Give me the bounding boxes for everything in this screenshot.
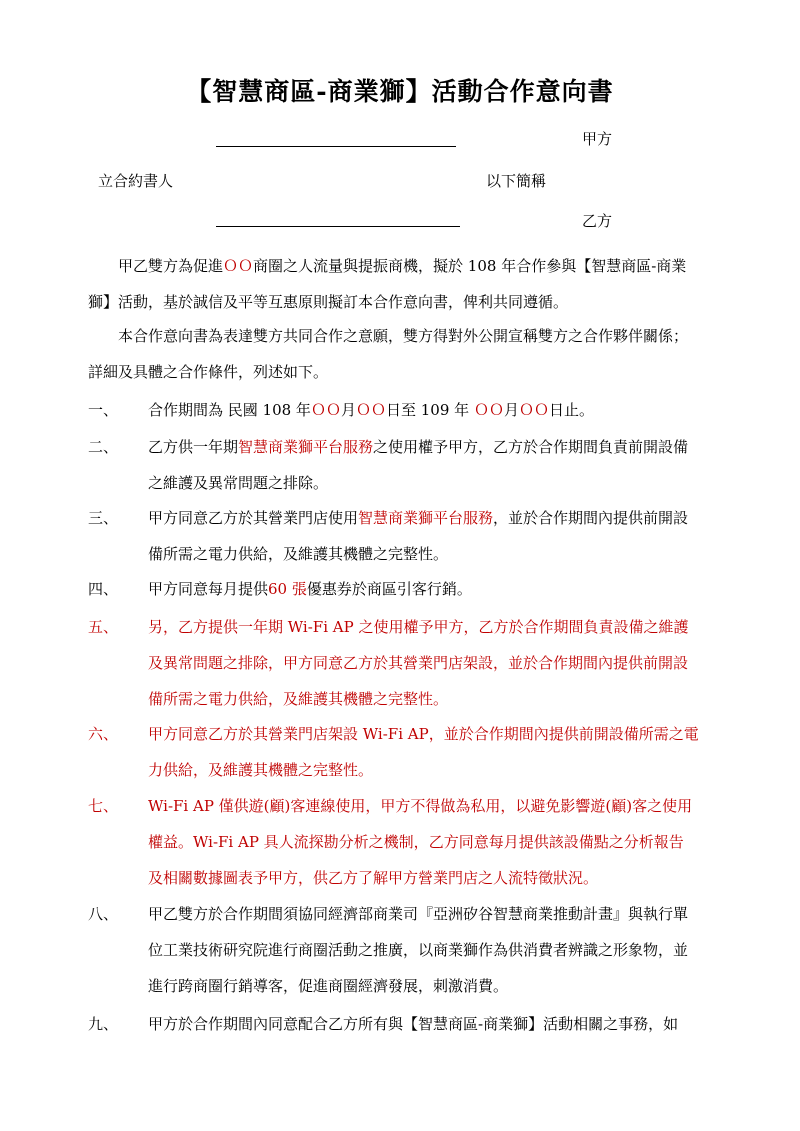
hereinafter-label: 以下簡稱 — [486, 172, 547, 190]
item-number: 七、 — [88, 797, 119, 815]
clause-3: 甲方同意乙方於其營業門店使用智慧商業獅平台服務，並於合作期間內提供前開設 備所需之電力供給，及維護其機體之完整性。 — [148, 509, 689, 563]
intro-paragraph-2 — [88, 318, 728, 390]
intro-line — [88, 248, 728, 284]
item-number: 三、 — [88, 509, 119, 527]
party-a-signature-line — [216, 146, 456, 147]
item-number: 六、 — [88, 725, 119, 743]
item-number: 二、 — [88, 438, 119, 456]
clause-6: 甲方同意乙方於其營業門店架設 Wi-Fi AP，並於合作期間內提供前開設備所需之電 力供給，及維護其機體之完整性。 — [148, 725, 699, 779]
page-title: 【智慧商區-商業獅】活動合作意向書 — [186, 77, 614, 106]
item-number: 八、 — [88, 905, 119, 923]
item-number: 五、 — [88, 618, 119, 636]
clause-4: 甲方同意每月提供 60 張 優惠券於商區引客行銷。 — [148, 580, 472, 598]
clause-2: 乙方供一年期智慧商業獅平台服務之使用權予甲方，乙方於合作期間負責前開設備 之維護及異常問題之排除。 — [148, 438, 689, 492]
clause-1: 合作期間為 民國 108 年 ＯＯ 月 ＯＯ 日至 109 年 ＯＯ 月 ＯＯ 日止。 — [148, 401, 594, 419]
intro-paragraph-1 — [88, 248, 728, 320]
intro-line: 本合作意向書為表達雙方共同合作之意願，雙方得對外公開宣稱雙方之合作夥伴關係； — [118, 327, 689, 345]
party-a-label: 甲方 — [582, 130, 613, 148]
clause-5: 另，乙方提供一年期 Wi-Fi AP 之使用權予甲方，乙方於合作期間負責設備之維護 及異常問題之排除，甲方同意乙方於其營業門店架設，並於合作期間內提供前開設 備所需之電力供給，及維護其機體之完整性。 — [148, 618, 689, 708]
placeholder-marks: ＯＯ — [223, 257, 254, 275]
clause-9: 甲方於合作期間內同意配合乙方所有與【智慧商區-商業獅】活動相關之事務，如 — [148, 1015, 679, 1033]
item-number: 九、 — [88, 1015, 119, 1033]
intro-text: 甲乙雙方為促進ＯＯ商圈之人流量與提振商機，擬於 108 年合作參與【智慧商區-商業 — [118, 257, 687, 275]
clause-7: Wi-Fi AP 僅供遊(顧)客連線使用，甲方不得做為私用，以避免影響遊(顧)客之使用 權益。Wi-Fi AP 具人流探勘分析之機制，乙方同意每月提供該設備點之分析報告 及相關數據圖表予甲方，供乙方了解甲方營業門店之人流特徵狀況。 — [148, 797, 693, 887]
signatory-label: 立合約書人 — [98, 172, 174, 190]
party-b-signature-line — [216, 226, 460, 227]
item-number: 一、 — [88, 401, 119, 419]
intro-line: 詳細及具體之合作條件，列述如下。 — [88, 363, 329, 381]
intro-line: 獅】活動，基於誠信及平等互惠原則擬訂本合作意向書，俾利共同遵循。 — [88, 293, 569, 311]
party-b-label: 乙方 — [582, 212, 613, 230]
clause-8: 甲乙雙方於合作期間須協同經濟部商業司『亞洲矽谷智慧商業推動計畫』與執行單 位工業技術研究院進行商圈活動之推廣，以商業獅作為供消費者辨識之形象物，並 進行跨商圈行銷導客，促進商圈經濟發展，刺激消費。 — [148, 905, 689, 995]
item-number: 四、 — [88, 580, 119, 598]
